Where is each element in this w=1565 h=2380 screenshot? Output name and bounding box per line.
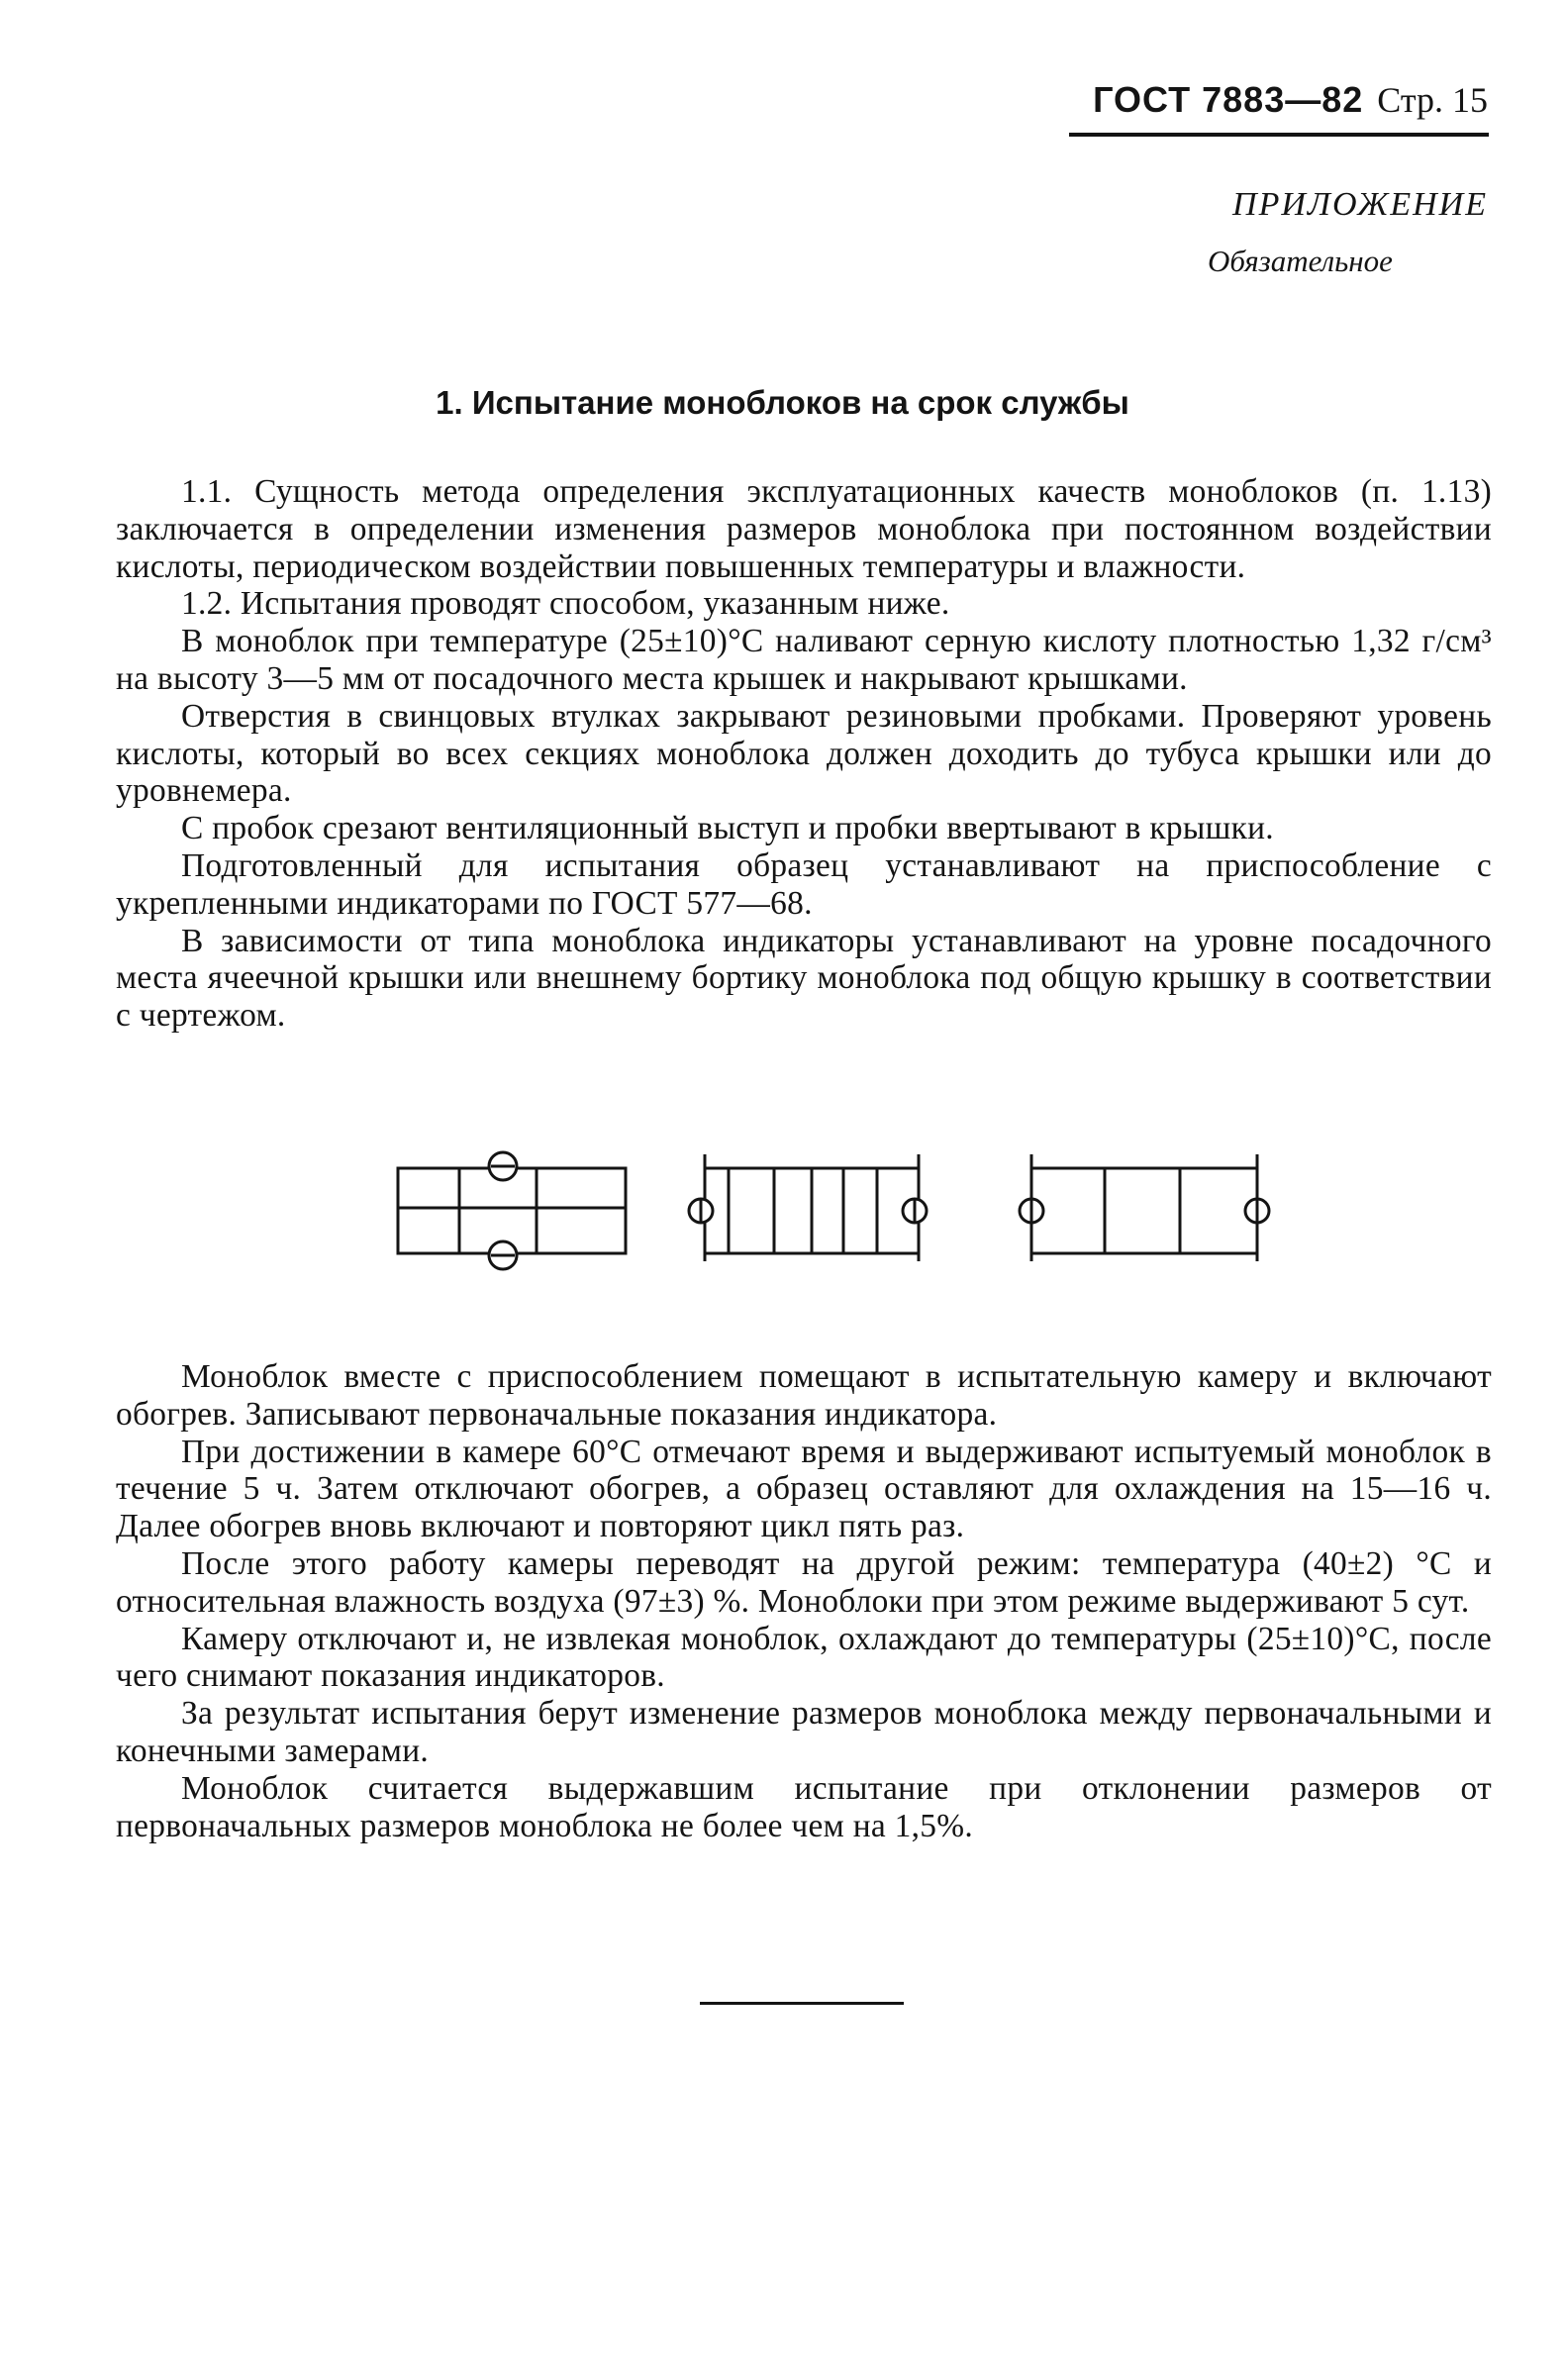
monoblock-indicator-drawing bbox=[386, 1148, 1297, 1277]
paragraph: В моноблок при температуре (25±10)°С наливают серную кислоту плотностью 1,32 г/см³ на высоту 3—5 мм от посадочного места крышек и накрывают крышками. bbox=[116, 623, 1492, 697]
paragraph: С пробок срезают вентиляционный выступ и пробки ввертывают в крышки. bbox=[181, 810, 1274, 847]
paragraph: В зависимости от типа моноблока индикаторы устанавливают на уровне посадочного места ячеечной крышки или внешнему бортику моноблока под общую крышку в соответствии с чертежом. bbox=[116, 922, 1492, 1035]
body-text-before-figure bbox=[116, 473, 1492, 1035]
page-number: Стр. 15 bbox=[1377, 80, 1488, 120]
monoblock-type-2 bbox=[689, 1154, 927, 1261]
appendix-title: ПРИЛОЖЕНИЕ bbox=[1232, 186, 1488, 223]
paragraph: Моноблок вместе с приспособлением помещают в испытательную камеру и включают обогрев. Записывают первоначальные показания индикатора. bbox=[116, 1358, 1492, 1433]
standard-code: ГОСТ 7883—82 bbox=[1093, 79, 1364, 120]
monoblock-type-3 bbox=[1020, 1154, 1269, 1261]
end-rule bbox=[700, 2002, 904, 2005]
paragraph: Моноблок считается выдержавшим испытание при отклонении размеров от первоначальных размеров моноблока не более чем на 1,5%. bbox=[116, 1769, 1492, 1844]
page-header bbox=[1093, 79, 1488, 121]
paragraph: Камеру отключают и, не извлекая моноблок, охлаждают до температуры (25±10)°С, после чего снимают показания индикаторов. bbox=[116, 1620, 1492, 1695]
appendix-subtitle: Обязательное bbox=[1208, 244, 1393, 278]
paragraph: Отверстия в свинцовых втулках закрывают резиновыми пробками. Проверяют уровень кислоты, который во всех секциях моноблока должен доходить до тубуса крышки или до уровнемера. bbox=[116, 697, 1492, 810]
paragraph: После этого работу камеры переводят на другой режим: температура (40±2) °С и относительная влажность воздуха (97±3) %. Моноблоки при этом режиме выдерживают 5 сут. bbox=[116, 1544, 1492, 1620]
section-title: 1. Испытание моноблоков на срок службы bbox=[436, 384, 1129, 421]
paragraph: 1.1. Сущность метода определения эксплуатационных качеств моноблоков (п. 1.13) заключается в определении изменения размеров моноблока при постоянном воздействии кислоты, периодическом воздействии повышенных температуры и влажности. bbox=[116, 473, 1492, 585]
paragraph: При достижении в камере 60°С отмечают время и выдерживают испытуемый моноблок в течение 5 ч. Затем отключают обогрев, а образец оставляют для охлаждения на 15—16 ч. Далее обогрев вновь включают и повторяют цикл пять раз. bbox=[116, 1433, 1492, 1545]
paragraph: Подготовленный для испытания образец устанавливают на приспособление с укрепленными индикаторами по ГОСТ 577—68. bbox=[116, 846, 1492, 922]
header-rule bbox=[1069, 133, 1489, 137]
body-text-after-figure bbox=[116, 1358, 1492, 1844]
monoblock-type-1 bbox=[398, 1152, 626, 1269]
paragraph: За результат испытания берут изменение размеров моноблока между первоначальными и конечными замерами. bbox=[116, 1695, 1492, 1769]
paragraph: 1.2. Испытания проводят способом, указанным ниже. bbox=[181, 585, 950, 623]
